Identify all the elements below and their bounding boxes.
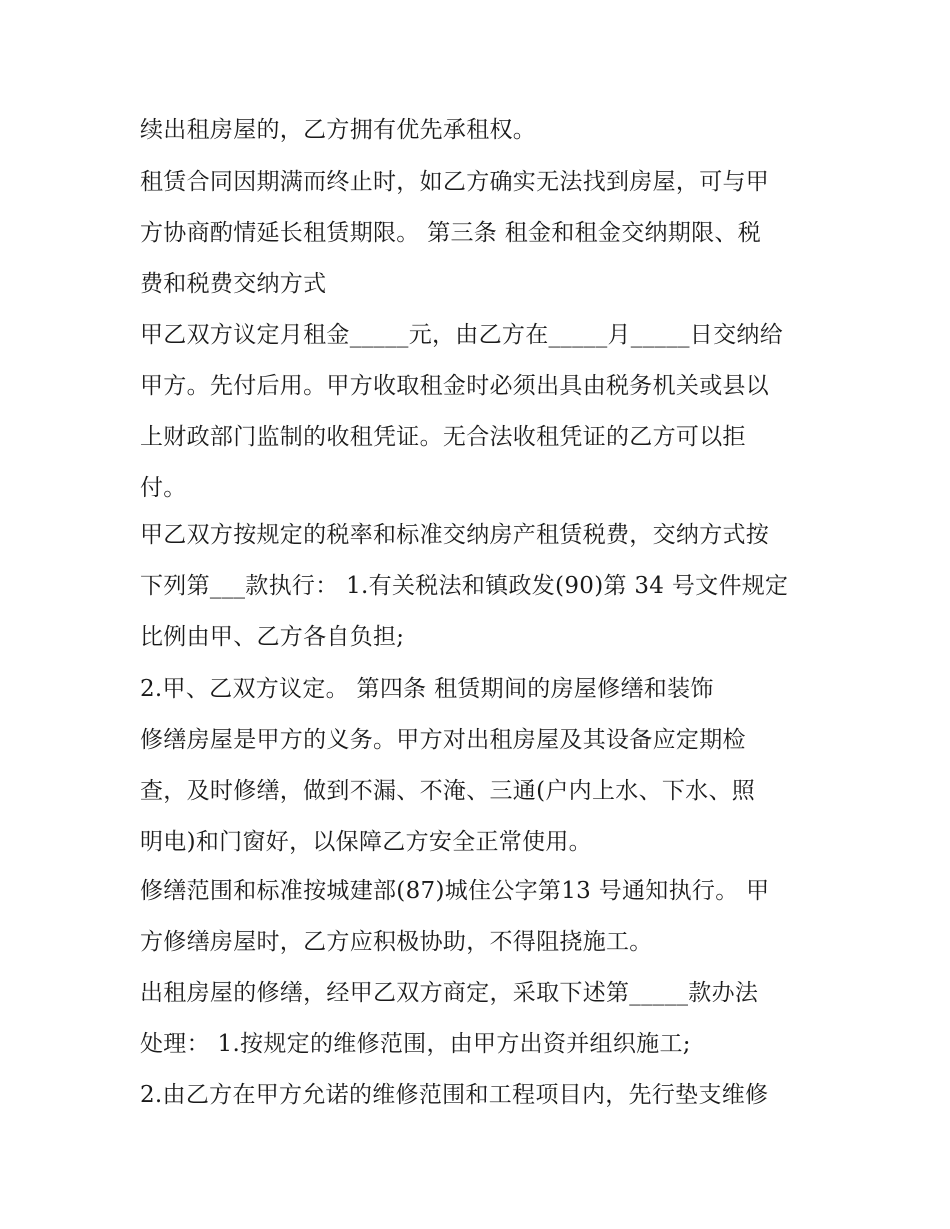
text-line: 甲乙双方按规定的税率和标准交纳房产租赁税费，交纳方式按 [140,522,770,548]
text-line: 租赁合同因期满而终止时，如乙方确实无法找到房屋，可与甲 [140,169,770,195]
text-line: 查，及时修缮，做到不漏、不淹、三通(户内上水、下水、照 [140,778,756,804]
text-line: 甲乙双方议定月租金_____元，由乙方在_____月_____日交纳给 [140,322,783,348]
text-line: 2.甲、乙双方议定。 第四条 租赁期间的房屋修缮和装饰 [140,676,714,702]
text-line: 甲方。先付后用。甲方收取租金时必须出具由税务机关或县以 [140,373,770,399]
text-line: 上财政部门监制的收租凭证。无合法收租凭证的乙方可以拒 [140,424,746,450]
text-line: 处理： 1.按规定的维修范围，由甲方出资并组织施工; [140,1031,691,1057]
text-line: 2.由乙方在甲方允诺的维修范围和工程项目内，先行垫支维修 [140,1082,769,1108]
text-line: 明电)和门窗好，以保障乙方安全正常使用。 [140,829,592,855]
text-line: 修缮房屋是甲方的义务。甲方对出租房屋及其设备应定期检 [140,727,746,753]
text-line: 续出租房屋的，乙方拥有优先承租权。 [140,117,537,143]
text-line: 付。 [140,475,187,501]
text-line: 出租房屋的修缮，经甲乙双方商定，采取下述第_____款办法 [140,980,759,1006]
text-line: 费和税费交纳方式 [140,271,327,297]
text-line: 比例由甲、乙方各自负担; [140,624,405,650]
text-line: 下列第___款执行： 1.有关税法和镇政发(90)第 34 号文件规定 [140,573,789,599]
text-line: 修缮范围和标准按城建部(87)城住公字第13 号通知执行。 甲 [140,878,770,904]
text-line: 方修缮房屋时，乙方应积极协助，不得阻挠施工。 [140,929,653,955]
text-line: 方协商酌情延长租赁期限。 第三条 租金和租金交纳期限、税 [140,220,762,246]
